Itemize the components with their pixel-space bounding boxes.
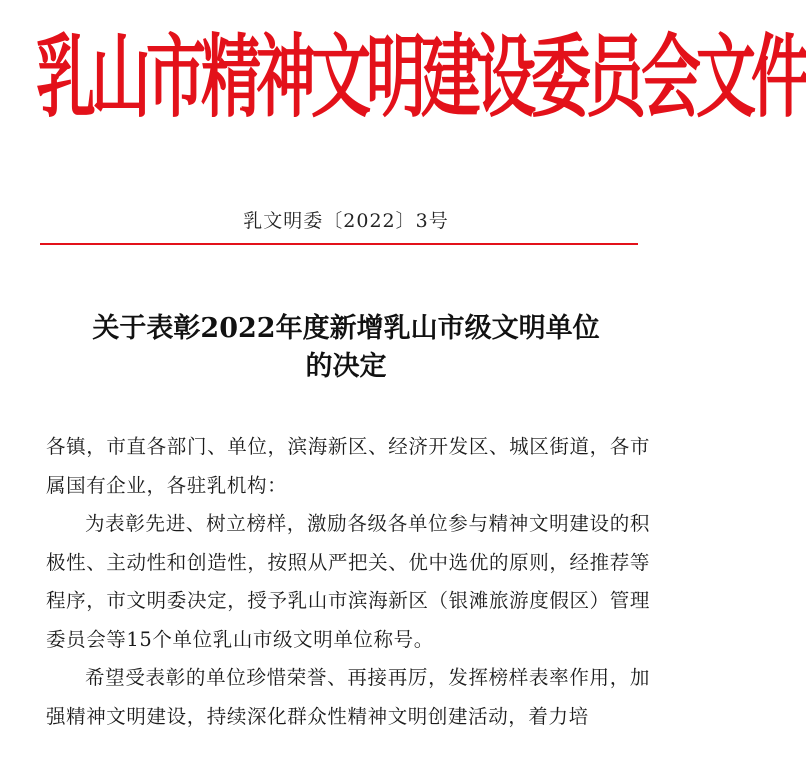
body-paragraph-1: 为表彰先进、树立榜样，激励各级各单位参与精神文明建设的积极性、主动性和创造性，按照从严把关、优中选优的原则，经推荐等程序，市文明委决定，授予乳山市滨海新区（银滩旅游度假区）管理委员会等15个单位乳山市级文明单位称号。	[46, 512, 650, 651]
red-divider-line	[40, 243, 638, 245]
document-number: 乳文明委〔2022〕3号	[243, 210, 449, 232]
title-line-2: 的决定	[305, 351, 387, 382]
body-paragraph-2: 希望受表彰的单位珍惜荣誉、再接再厉，发挥榜样表率作用，加强精神文明建设，持续深化群众性精神文明创建活动，着力培	[46, 666, 650, 728]
document-title	[0, 310, 692, 386]
salutation: 各镇，市直各部门、单位，滨海新区、经济开发区、城区街道，各市属国有企业，各驻乳机构：	[46, 435, 650, 497]
title-line-1: 关于表彰2022年度新增乳山市级文明单位	[92, 313, 600, 344]
document-body	[46, 428, 650, 736]
masthead-title: 乳山市精神文明建设委员会文件	[36, 25, 806, 131]
